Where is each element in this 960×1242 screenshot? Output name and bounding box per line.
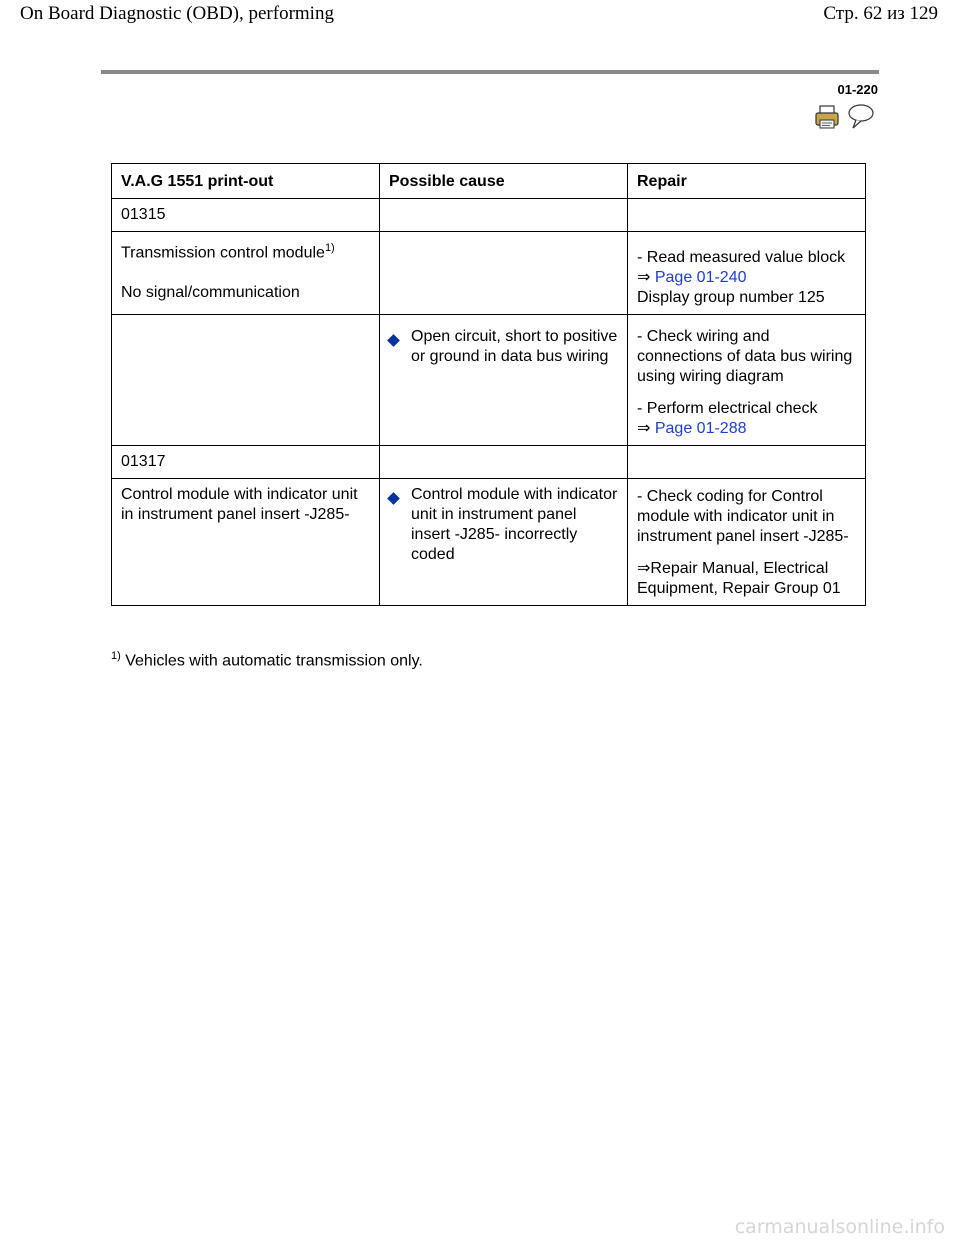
header-divider xyxy=(101,70,879,74)
cause-cell xyxy=(380,315,628,446)
fault-subtext: No signal/communication xyxy=(121,284,300,302)
column-header-repair: Repair xyxy=(628,164,866,199)
repair-reference: Repair Manual, Electrical Equipment, Repair Group 01 xyxy=(637,560,841,597)
repair-text: - Read measured value block xyxy=(637,249,846,266)
empty-cell xyxy=(112,315,380,446)
cause-text: Open circuit, short to positive or ground in data bus wiring xyxy=(411,328,618,365)
table-header-row xyxy=(112,164,866,199)
fault-code-01317: 01317 xyxy=(112,446,380,479)
empty-cell xyxy=(628,446,866,479)
repair-text: - Perform electrical check xyxy=(637,400,818,417)
repair-cell xyxy=(628,315,866,446)
page-number: 01-220 xyxy=(837,82,878,97)
page-link-01-240[interactable]: Page 01-240 xyxy=(654,269,747,286)
footnote-text: Vehicles with automatic transmission only. xyxy=(125,652,423,670)
fault-table xyxy=(111,163,866,606)
footnote xyxy=(111,650,423,670)
bullet-icon xyxy=(387,492,400,505)
repair-cell xyxy=(628,479,866,606)
cause-cell xyxy=(380,479,628,606)
fault-description: Control module with indicator unit in instrument panel insert -J285- xyxy=(112,479,380,606)
table-row xyxy=(112,446,866,479)
empty-cell xyxy=(380,199,628,232)
watermark: carmanualsonline.info xyxy=(734,1216,945,1238)
fault-description xyxy=(112,232,380,315)
empty-cell xyxy=(380,446,628,479)
printer-icon[interactable] xyxy=(816,106,838,128)
repair-cell xyxy=(628,232,866,315)
table-row xyxy=(112,479,866,606)
fault-text: Transmission control module xyxy=(121,244,325,262)
fault-code-01315: 01315 xyxy=(112,199,380,232)
table-row xyxy=(112,199,866,232)
column-header-printout: V.A.G 1551 print-out xyxy=(112,164,380,199)
footnote-marker: 1) xyxy=(111,650,121,662)
page-icons xyxy=(815,104,875,130)
cause-text: Control module with indicator unit in instrument panel insert -J285- incorrectly coded xyxy=(411,486,618,563)
bullet-icon xyxy=(387,334,400,347)
arrow-icon: ⇒ xyxy=(637,420,651,437)
repair-text: - Check coding for Control module with indicator unit in instrument panel insert -J285- xyxy=(637,488,849,545)
footnote-ref: 1) xyxy=(324,242,335,254)
table-row xyxy=(112,315,866,446)
empty-cell xyxy=(380,232,628,315)
page-counter: Стр. 62 из 129 xyxy=(823,3,938,24)
document-title: On Board Diagnostic (OBD), performing xyxy=(20,3,334,24)
repair-text: - Check wiring and connections of data bus wiring using wiring diagram xyxy=(637,328,853,385)
page-link-01-288[interactable]: Page 01-288 xyxy=(654,420,747,437)
repair-subtext: Display group number 125 xyxy=(637,289,825,306)
arrow-icon: ⇒ xyxy=(637,269,651,286)
empty-cell xyxy=(628,199,866,232)
column-header-cause: Possible cause xyxy=(380,164,628,199)
arrow-icon: ⇒ xyxy=(637,560,651,577)
speech-bubble-icon[interactable] xyxy=(849,105,873,128)
table-row xyxy=(112,232,866,315)
